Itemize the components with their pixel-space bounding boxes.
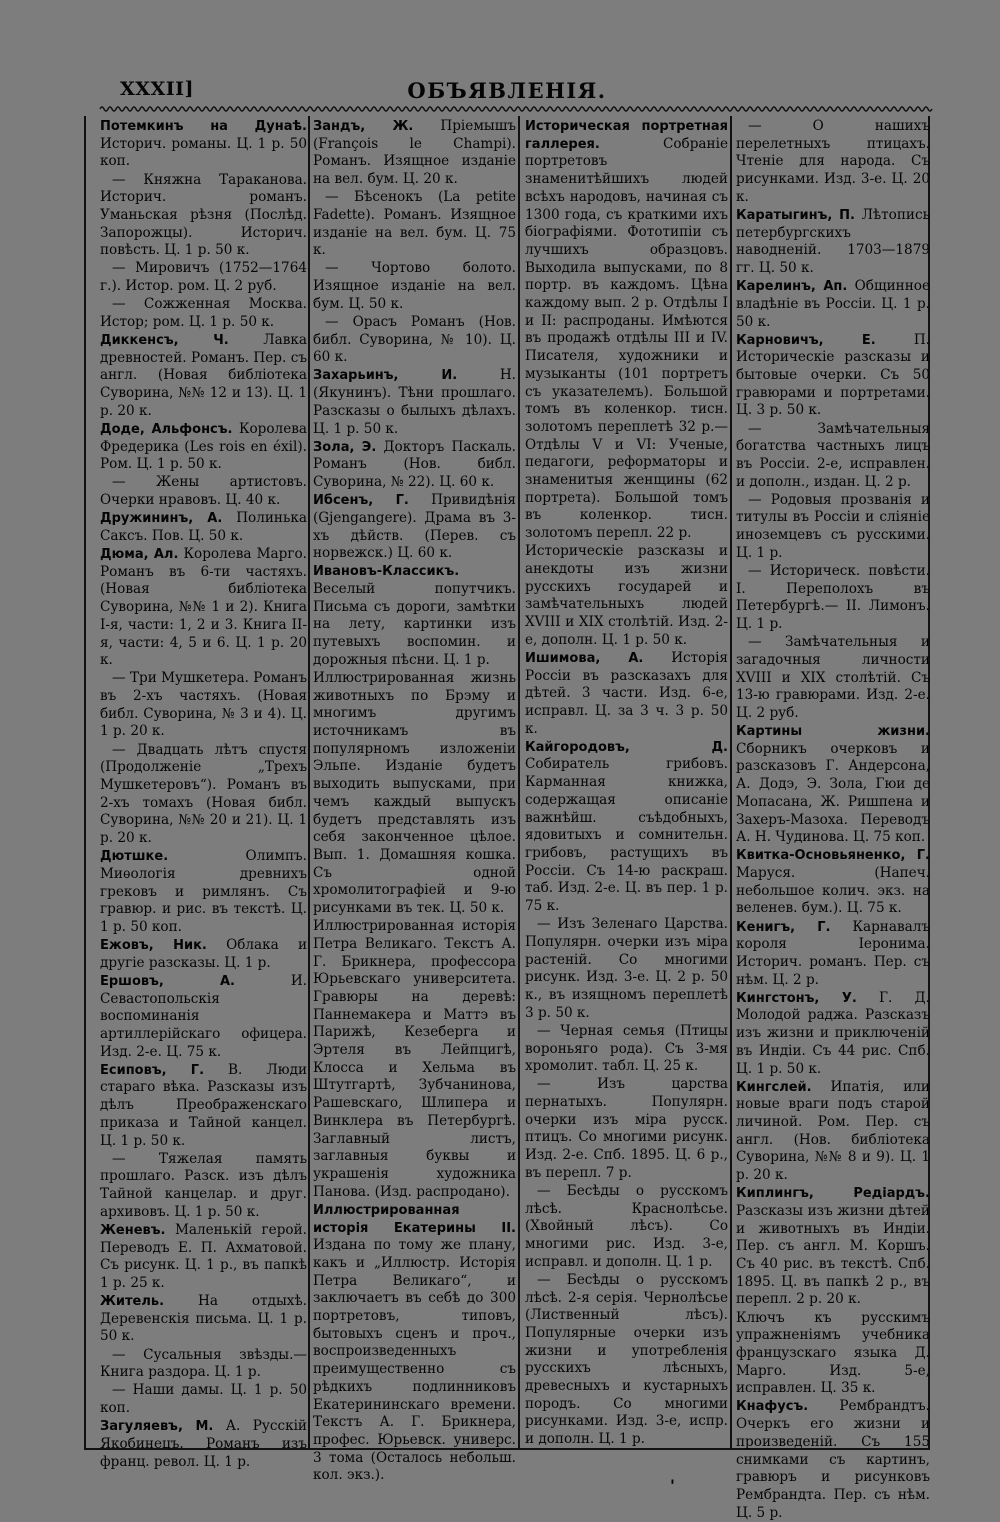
catalog-entry: Кингслей. Ипатія, или новые враги подъ старой личиной. Ром. Пер. съ англ. (Нов. библіотека Суворина, №№ 8 и 9). Ц. 1 р. 20 к.: [736, 1078, 930, 1184]
catalog-entry: Зола, Э. Докторъ Паскаль. Романъ (Нов. библ. Суворина, № 22). Ц. 60 к.: [313, 438, 516, 491]
catalog-entry: — Жены артистовъ. Очерки нравовъ. Ц. 40 к.: [100, 474, 307, 509]
column-3: [525, 118, 728, 1448]
catalog-entry: — Бесѣды о русскомъ лѣсѣ. 2-я серія. Чернолѣсье (Лиственный лѣсъ). Популярные очерки изъ жизни и употребленія русскихъ лѣсныхъ, древесныхъ и кустарныхъ породъ. Со многими рисунками. Изд. 3-е, испр. и дополн. Ц. 1 р.: [525, 1271, 728, 1448]
catalog-entry: Историческая портретная галлерея. Собраніе портретовъ знаменитѣйшихъ людей всѣхъ народовъ, начиная съ 1300 года, съ краткими ихъ біографіями. Фототипіи съ лучшихъ образцовъ. Выходила выпусками, по 8 портр. въ каждомъ. Цѣна каждому вып. 2 р. Отдѣлы I и II: распроданы. Имѣются въ продажѣ отдѣлы III и IV. Писателя, художники и музыканты (101 портретъ съ указателемъ). Большой томъ въ коленкор. тисн. золотомъ переплетѣ 32 р.— Отдѣлы V и VI: Ученые, педагоги, реформаторы и знаменитыя женщины (62 портрета). Большой томъ въ коленкор. тисн. золотомъ перепл. 22 р.: [525, 119, 728, 542]
catalog-entry: Захарьинъ, И. Н. (Якунинъ). Тѣни прошлаго. Разсказы о былыхъ дѣлахъ. Ц. 1 р. 50 к.: [313, 367, 516, 437]
catalog-entry: Иллюстрированная исторія Петра Великаго. Текстъ А. Г. Брикнера, профессора Юрьевскаго университета. Гравюры на деревѣ: Паннемакера и Маттэ въ Парижѣ, Кезеберга и Эртеля въ Лейпцигѣ, Клосса и Хельма въ Штутгартѣ, Зубчанинова, Рашевскаго, Шлипера и Винклера въ Петербургѣ. Заглавный листъ, заглавныя буквы и украшенія художника Панова. (Изд. распродано).: [313, 918, 516, 1200]
catalog-entry: Ивановъ-Классикъ. Веселый попутчикъ. Письма съ дороги, замѣтки на лету, картинки изъ путевыхъ воспомин. и дорожныя пѣсни. Ц. 1 р.: [313, 564, 516, 668]
catalog-entry: Кайгородовъ, Д. Собиратель грибовъ. Карманная книжка, содержащая описаніе важнѣйш. съѣдобныхъ, ядовитыхъ и сомнительн. грибовъ, растущихъ въ Россіи. Съ 14-ю раскраш. таб. Изд. 2-е. Ц. въ пер. 1 р. 75 к.: [525, 739, 728, 915]
catalog-entry: — Изъ Зеленаго Царства. Популярн. очерки изъ міра растеній. Со многими рисунк. Изд. 3-е. Ц. 2 р. 50 к., въ изящномъ переплетѣ 3 р. 50 к.: [525, 916, 728, 1021]
catalog-entry: — Черная семья (Птицы вороньяго рода). Съ 3-мя хромолит. табл. Ц. 25 к.: [525, 1022, 728, 1075]
catalog-entry: Ишимова, А. Исторія Россіи въ разсказахъ для дѣтей. 3 части. Изд. 6-е, исправл. Ц. за 3 ч. 3 р. 50 к.: [525, 649, 728, 737]
page-title: ОБЪЯВЛЕНІЯ.: [407, 78, 607, 103]
page-number: XXXII]: [120, 78, 194, 100]
column-rule: [518, 116, 520, 1450]
catalog-entry: Дютшке. Олимпъ. Миѳологія древнихъ грековъ и римлянъ. Съ гравюр. и рис. въ текстѣ. Ц. 1 р. 50 коп.: [100, 848, 307, 935]
catalog-entry: Киплингъ, Редіардъ. Разсказы изъ жизни дѣтей и животныхъ въ Индіи. Пер. съ англ. М. Коршъ. Съ 40 рис. въ текстѣ. Спб. 1895. Ц. въ папкѣ 2 р., въ перепл. 2 р. 20 к.: [736, 1186, 930, 1308]
catalog-entry: Кнафусъ. Рембрандтъ. Очеркъ его жизни и произведеній. Съ 155 снимками съ картинъ, гравюръ и рисунковъ Рембрандта. Пер. съ нѣм. Ц. 5 р.: [736, 1398, 930, 1521]
column-rule: [730, 116, 732, 1450]
catalog-entry: Женевъ. Маленькій герой. Переводъ Е. П. Ахматовой. Съ рисунк. Ц. 1 р., въ папкѣ 1 р. 25 к.: [100, 1221, 307, 1291]
catalog-entry: Диккенсъ, Ч. Лавка древностей. Романъ. Пер. съ англ. (Новая библіотека Суворина, №№ 12 и 13). Ц. 1 р. 20 к.: [100, 332, 307, 419]
column-2: [313, 118, 516, 1484]
catalog-entry: — Сожженная Москва. Истор; ром. Ц. 1 р. 50 к.: [100, 296, 307, 330]
catalog-entry: Кингстонъ, У. Г. Д. Молодой раджа. Разсказъ изъ жизни и приключеній въ Индіи. Съ 44 рис. Спб. Ц. 1 р. 50 к.: [736, 989, 930, 1077]
column-4: [736, 118, 931, 1521]
catalog-entry: — Тяжелая память прошлаго. Разск. изъ дѣлъ Тайной канцелар. и друг. архивовъ. Ц. 1 р. 50 к.: [100, 1150, 307, 1220]
catalog-entry: — Мировичъ (1752—1764 г.). Истор. ром. Ц. 2 руб.: [100, 260, 307, 295]
catalog-entry: — Княжна Тараканова. Историч. романъ. Уманьская рѣзня (Послѣд. Запорожцы). Историч. повѣсть. Ц. 1 р. 50 к.: [100, 171, 307, 259]
catalog-entry: — Сусальныя звѣзды.— Книга раздора. Ц. 1 р.: [100, 1346, 307, 1381]
catalog-entry: — Бесѣды о русскомъ лѣсѣ. Краснолѣсье. (Хвойный лѣсъ). Со многими рис. Изд. 3-е, исправл. и дополн. Ц. 1 р.: [525, 1182, 728, 1270]
catalog-entry: Ключъ къ русскимъ упражненіямъ учебника французскаго языка Д. Марго. Изд. 5-е, исправлен. Ц. 35 к.: [736, 1309, 930, 1397]
catalog-entry: — Наши дамы. Ц. 1 р. 50 коп.: [100, 1382, 307, 1417]
catalog-entry: — Изъ царства пернатыхъ. Популярн. очерки изъ міра русск. птицъ. Со многими рисунк. Изд. 2-е. Спб. 1895. Ц. 6 р., въ перепл. 7 р.: [525, 1076, 728, 1181]
catalog-entry: Загуляевъ, М. А. Русскій Якобинецъ. Романъ изъ франц. револ. Ц. 1 р.: [100, 1418, 307, 1470]
print-mark: ': [670, 1476, 675, 1495]
catalog-entry: Кенигъ, Г. Карнавалъ короля Іеронима. Историч. романъ. Пер. съ нѣм. Ц. 2 р.: [736, 918, 931, 988]
catalog-entry: Потемкинъ на Дунаѣ. Историч. романы. Ц. 1 р. 50 коп.: [100, 119, 307, 170]
catalog-entry: Квитка-Основьяненко, Г. Маруся. (Напеч. небольшое колич. экз. на веленев. бум.). Ц. 75 к.: [736, 848, 930, 917]
catalog-entry: Карелинъ, Ап. Общинное владѣніе въ Россіи. Ц. 1 р. 50 к.: [736, 278, 930, 330]
catalog-entry: — Бѣсенокъ (La petite Fadette). Романъ. Изящное изданіе на вел. бум. Ц. 75 к.: [313, 189, 516, 259]
catalog-entry: — Родовыя прозванія и титулы въ Россіи и сліяніе иноземцевъ съ русскими. Ц. 1 р.: [736, 491, 930, 561]
catalog-entry: — Замѣчательныя и загадочныя личности XVIII и XIX столѣтій. Съ 13-ю гравюрами. Изд. 2-е. Ц. 2 руб.: [736, 634, 930, 721]
page-header: [84, 72, 930, 106]
catalog-entry: Житель. На отдыхѣ. Деревенскія письма. Ц. 1 р. 50 к.: [100, 1293, 307, 1345]
catalog-entry: Дружининъ, А. Полинька Саксъ. Пов. Ц. 50 к.: [100, 510, 307, 544]
catalog-entry: Иллюстрированная исторія Екатерины II. Издана по тому же плану, какъ и „Иллюстр. Исторія Петра Великаго“, и заключаетъ въ себѣ до 300 портретовъ, типовъ, бытовыхъ сценъ и проч., воспроизведенныхъ преимущественно съ рѣдкихъ подлинниковъ Екатерининскаго времени. Текстъ А. Г. Брикнера, профес. Юрьевск. универс. 3 тома (Осталось небольш. кол. экз.).: [313, 1202, 516, 1484]
catalog-entry: — Три Мушкетера. Романъ въ 2-хъ частяхъ. (Новая библ. Суворина, № 3 и 4). Ц. 1 р. 20 к.: [100, 670, 307, 740]
column-1: [100, 118, 308, 1470]
catalog-entry: Доде, Альфонсъ. Королева Фредерика (Les rois en éxil). Ром. Ц. 1 р. 50 к.: [100, 420, 307, 473]
catalog-entry: Зандъ, Ж. Пріемышъ (François le Champi). Романъ. Изящное изданіе на вел. бум. Ц. 20 к.: [313, 118, 516, 188]
catalog-entry: — О нашихъ перелетныхъ птицахъ. Чтеніе для народа. Съ рисунками. Изд. 3-е. Ц. 20 к.: [736, 118, 930, 205]
catalog-entry: Каратыгинъ, П. Лѣтопись петербургскихъ наводненій. 1703—1879 гг. Ц. 50 к.: [736, 206, 930, 277]
catalog-entry: Ибсенъ, Г. Привидѣнія (Gjengangere). Драма въ 3-хъ дѣйств. (Перев. съ норвежск.) Ц. 60 к.: [313, 492, 516, 562]
catalog-entry: Карновичъ, Е. П. Историческіе разсказы и бытовые очерки. Съ 50 гравюрами и портретами. Ц. 3 р. 50 к.: [736, 331, 930, 419]
catalog-entry: — Чортово болото. Изящное изданіе на вел. бум. Ц. 50 к.: [313, 260, 516, 312]
catalog-entry: — Замѣчательныя богатства частныхъ лицъ въ Россіи. 2-е, исправлен. и дополн., издан. Ц. 2 р.: [736, 420, 930, 490]
wavy-divider: [100, 104, 930, 114]
catalog-entry: — Орасъ Романъ (Нов. библ. Суворина, № 10). Ц. 60 к.: [313, 313, 516, 366]
catalog-entry: Есиповъ, Г. В. Люди стараго вѣка. Разсказы изъ дѣлъ Преображенскаго приказа и Тайной канцел. Ц. 1 р. 50 к.: [100, 1061, 308, 1149]
catalog-entry: Ершовъ, А. И. Севастопольскія воспоминанія артиллерійскаго офицера. Изд. 2-е. Ц. 75 к.: [100, 972, 307, 1060]
catalog-entry: — Историческ. повѣсти. I. Переполохъ въ Петербургѣ.— II. Лимонъ. Ц. 1 р.: [736, 562, 930, 633]
catalog-entry: — Двадцать лѣтъ спустя (Продолженіе „Трехъ Мушкетеровъ“). Романъ въ 2-хъ томахъ (Новая библ. Суворина, №№ 20 и 21). Ц. 1 р. 20 к.: [100, 741, 307, 847]
catalog-entry: Иллюстрированная жизнь животныхъ по Брэму и многимъ другимъ источникамъ въ популярномъ изложеніи Эльпе. Изданіе будетъ выходить выпусками, при чемъ каждый выпускъ будетъ представлять изъ себя законченное цѣлое. Вып. 1. Домашняя кошка. Съ одной хромолитографіей и 9-ю рисунками въ тек. Ц. 50 к.: [313, 669, 516, 917]
catalog-entry: Картины жизни. Сборникъ очерковъ и разсказовъ Г. Андерсона, А. Додэ, Э. Зола, Гюи де Мопасана, Ж. Ришпена и Захеръ-Мазоха. Переводъ А. Н. Чудинова. Ц. 75 коп.: [736, 724, 930, 846]
catalog-entry: Дюма, Ал. Королева Марго. Романъ въ 6-ти частяхъ. (Новая библіотека Суворина, №№ 1 и 2). Книга I-я, части: 1, 2 и 3. Книга II-я, части: 4, 5 и 6. Ц. 1 р. 20 к.: [100, 546, 307, 669]
catalog-entry: Ежовъ, Ник. Облака и другіе разсказы. Ц. 1 р.: [100, 937, 308, 971]
catalog-entry: Историческіе разсказы и анекдоты изъ жизни русскихъ государей и замѣчательныхъ людей XVIII и XIX столѣтій. Изд. 2-е, дополн. Ц. 1 р. 50 к.: [525, 543, 728, 648]
column-rule: [308, 116, 310, 1450]
